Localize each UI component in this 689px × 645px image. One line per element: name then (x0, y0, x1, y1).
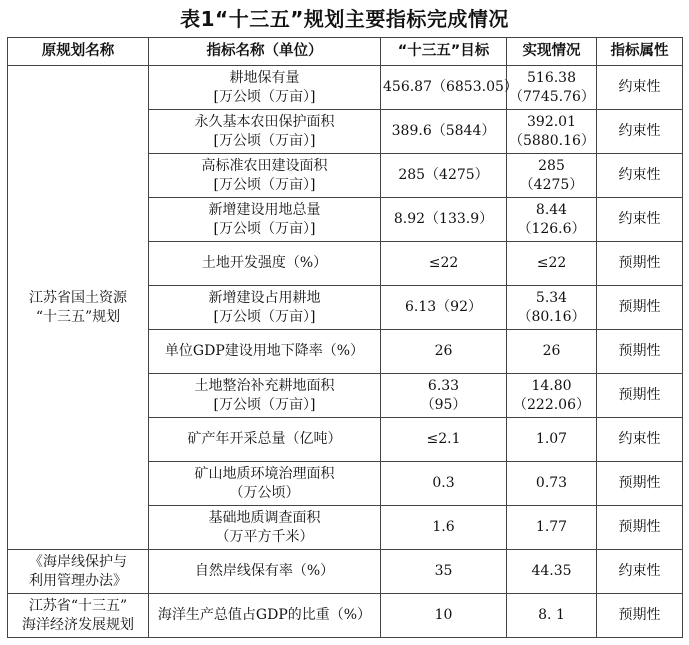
indicator-name: 单位GDP建设用地下降率（%） (164, 343, 365, 359)
indicator-cell (149, 110, 381, 154)
actual-cell (507, 506, 597, 550)
attribute-cell: 预期性 (597, 506, 683, 550)
target-value-sub: （95） (420, 396, 467, 413)
indicator-name: 海洋生产总值占GDP的比重（%） (157, 607, 372, 623)
attribute-cell: 约束性 (597, 198, 683, 242)
target-cell (381, 550, 507, 594)
header-source-plan: 原规划名称 (8, 38, 149, 66)
actual-cell (507, 242, 597, 286)
actual-value-sub: （80.16） (517, 308, 586, 325)
indicator-unit: [万公顷（万亩）] (213, 88, 316, 105)
actual-value: 0.73 (535, 475, 568, 491)
source-plan-line: 江苏省“十三五” (28, 597, 128, 614)
indicator-cell (149, 550, 381, 594)
target-value: 0.3 (432, 475, 455, 491)
indicator-name: 新增建设用地总量 (208, 201, 321, 218)
indicator-name: 新增建设占用耕地 (208, 289, 321, 306)
indicator-name: 耕地保有量 (229, 69, 300, 86)
actual-value: 516.38 (527, 69, 576, 86)
indicator-name: 土地整治补充耕地面积 (194, 377, 335, 394)
actual-cell (507, 154, 597, 198)
indicator-name: 矿山地质环境治理面积 (194, 465, 335, 482)
target-cell (381, 286, 507, 330)
indicator-unit: [万公顷（万亩）] (213, 220, 316, 237)
indicator-cell (149, 506, 381, 550)
indicator-name: 土地开发强度（%） (201, 255, 328, 271)
actual-value: 8.44 (535, 201, 568, 218)
actual-value-sub: （5880.16） (509, 132, 595, 149)
indicator-unit: [万公顷（万亩）] (213, 132, 316, 149)
attribute-cell: 约束性 (597, 66, 683, 110)
table-row (8, 66, 683, 110)
indicator-cell (149, 462, 381, 506)
source-plan-line: 利用管理办法》 (29, 572, 127, 589)
indicator-unit: [万公顷（万亩）] (213, 176, 316, 193)
target-value: 456.87（6853.05） (383, 79, 518, 95)
target-cell (381, 66, 518, 110)
indicator-name: 基础地质调查面积 (208, 509, 321, 526)
attribute-cell: 预期性 (597, 242, 683, 286)
actual-cell (507, 550, 597, 594)
actual-value: 1.77 (535, 519, 568, 535)
actual-value-sub: （7745.76） (509, 88, 595, 105)
actual-value-sub: （126.6） (517, 220, 586, 237)
actual-cell (507, 374, 597, 418)
indicator-unit: （万公顷） (229, 484, 300, 501)
target-cell (381, 506, 507, 550)
target-cell (381, 594, 507, 638)
actual-value: 26 (542, 343, 561, 359)
actual-cell (507, 594, 597, 638)
actual-value: 1.07 (535, 431, 568, 447)
table-row (8, 550, 683, 594)
target-value: 285（4275） (398, 167, 489, 183)
actual-value: 392.01 (527, 113, 576, 130)
indicator-cell (149, 594, 381, 638)
target-value: 35 (434, 563, 453, 579)
indicator-cell (149, 242, 381, 286)
indicator-name: 自然岸线保有率（%） (194, 563, 335, 579)
target-value: ≤22 (428, 255, 459, 271)
indicator-cell (149, 374, 381, 418)
table-row (8, 594, 683, 638)
target-cell (381, 198, 507, 242)
source-plan-cell (8, 66, 149, 550)
target-value: 6.33 (427, 377, 460, 394)
indicator-unit: [万公顷（万亩）] (213, 308, 316, 325)
source-plan-line: 《海岸线保护与 (29, 553, 127, 570)
target-value: 6.13（92） (405, 299, 482, 315)
header-row (8, 38, 683, 66)
attribute-cell: 约束性 (597, 110, 683, 154)
actual-value: 285 (538, 157, 565, 174)
actual-cell (507, 330, 597, 374)
indicator-unit: [万公顷（万亩）] (213, 396, 316, 413)
attribute-cell: 预期性 (597, 286, 683, 330)
target-value: 8.92（133.9） (393, 211, 494, 227)
indicator-cell (149, 66, 381, 110)
header-attribute: 指标属性 (597, 38, 683, 66)
target-cell (381, 462, 507, 506)
indicator-cell (149, 330, 381, 374)
indicator-table (7, 37, 683, 638)
actual-cell (507, 110, 597, 154)
attribute-cell: 预期性 (597, 462, 683, 506)
indicator-name: 矿产年开采总量（亿吨） (187, 431, 342, 447)
target-value: 389.6（5844） (391, 123, 496, 139)
indicator-cell (149, 198, 381, 242)
indicator-cell (149, 154, 381, 198)
target-value: 1.6 (432, 519, 455, 535)
actual-cell (507, 418, 597, 462)
actual-value-sub: （4275） (519, 176, 584, 193)
target-cell (381, 418, 507, 462)
attribute-cell: 预期性 (597, 330, 683, 374)
attribute-cell: 约束性 (597, 418, 683, 462)
target-cell (381, 154, 507, 198)
actual-cell (507, 198, 597, 242)
target-cell (381, 242, 507, 286)
actual-cell (507, 286, 597, 330)
attribute-cell: 约束性 (597, 550, 683, 594)
attribute-cell: 约束性 (597, 154, 683, 198)
target-cell (381, 110, 507, 154)
actual-cell (507, 66, 597, 110)
target-cell (381, 374, 507, 418)
actual-value-sub: （222.06） (513, 396, 590, 413)
actual-value: 14.80 (531, 377, 572, 394)
actual-value: 8. 1 (538, 607, 565, 623)
actual-value: ≤22 (536, 255, 567, 271)
indicator-cell (149, 286, 381, 330)
actual-value: 44.35 (531, 563, 572, 579)
indicator-cell (149, 418, 381, 462)
source-plan-cell (8, 594, 149, 638)
indicator-name: 永久基本农田保护面积 (194, 113, 335, 130)
actual-value: 5.34 (535, 289, 568, 306)
target-value: ≤2.1 (426, 431, 461, 447)
header-actual: 实现情况 (507, 38, 597, 66)
indicator-name: 高标准农田建设面积 (201, 157, 328, 174)
header-target: “十三五”目标 (381, 38, 507, 66)
target-cell (381, 330, 507, 374)
source-plan-line: 海洋经济发展规划 (22, 616, 134, 633)
header-indicator: 指标名称（单位） (149, 38, 381, 66)
source-plan-line: “十三五”规划 (35, 308, 121, 325)
source-plan-cell (8, 550, 149, 594)
target-value: 26 (434, 343, 453, 359)
indicator-unit: （万平方千米） (215, 528, 314, 545)
table-title: 表1“十三五”规划主要指标完成情况 (180, 7, 509, 31)
attribute-cell: 预期性 (597, 374, 683, 418)
attribute-cell: 预期性 (597, 594, 683, 638)
target-value: 10 (434, 607, 453, 623)
actual-cell (507, 462, 597, 506)
source-plan-line: 江苏省国土资源 (29, 289, 127, 306)
